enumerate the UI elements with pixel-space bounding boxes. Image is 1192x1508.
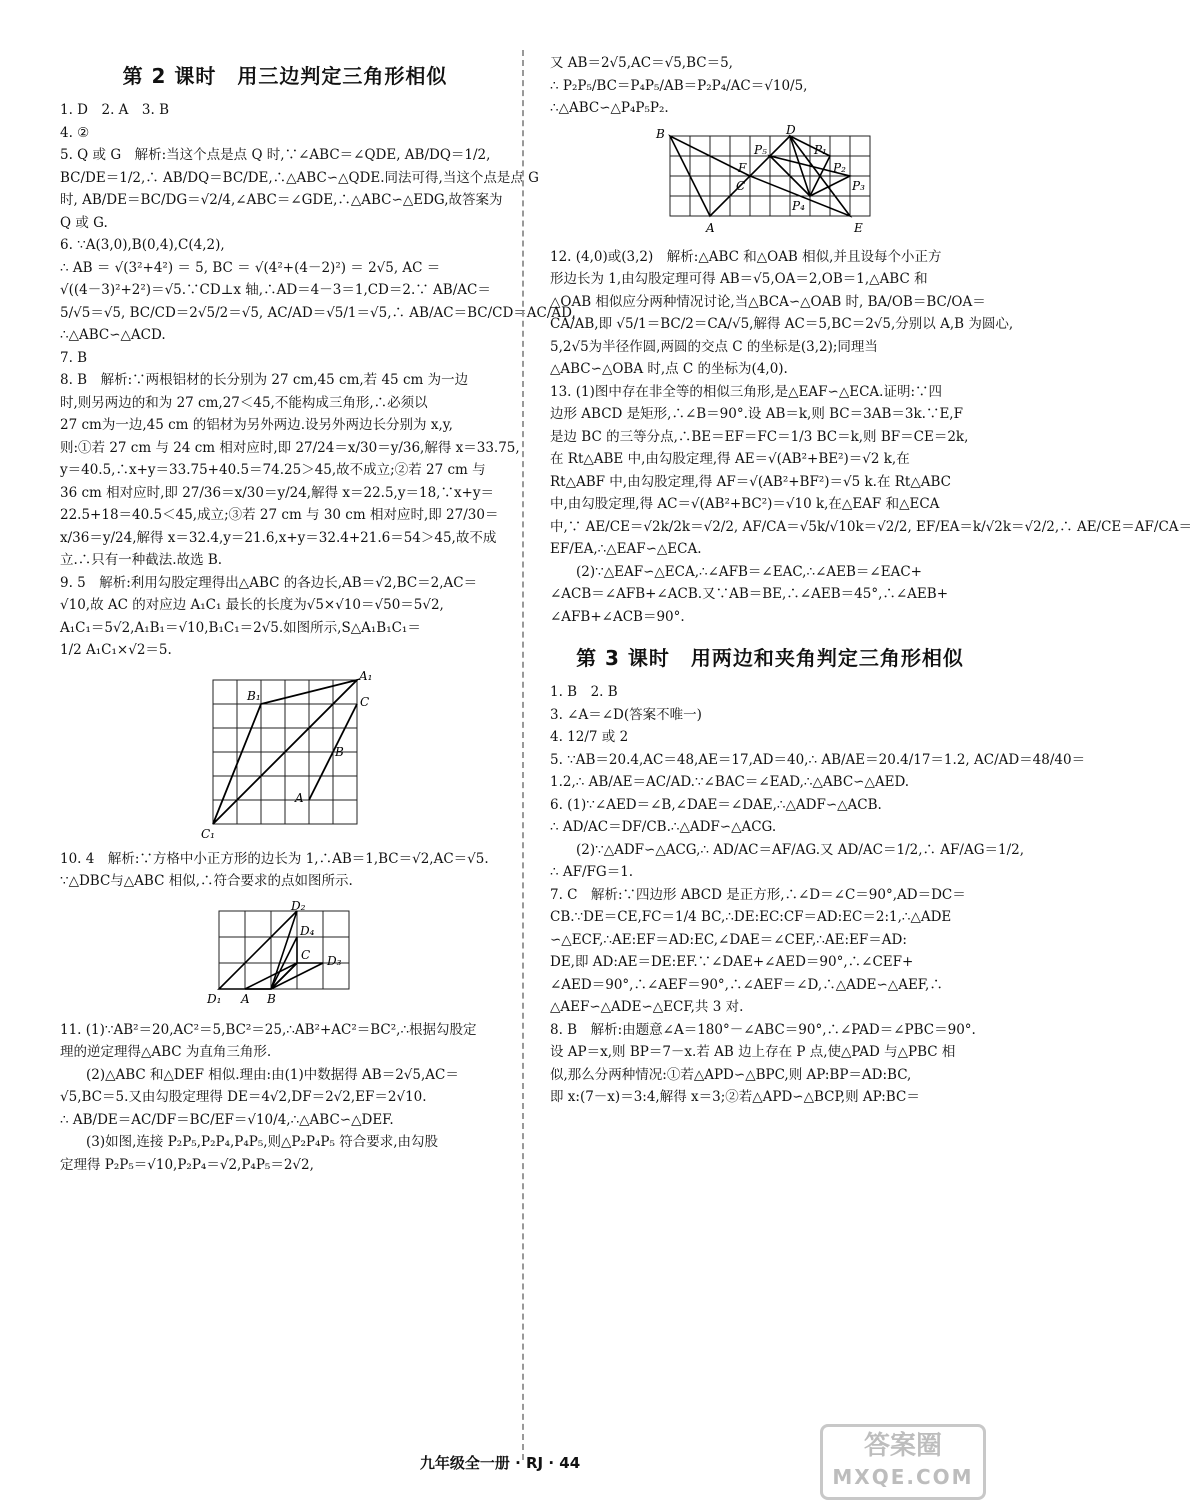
answer-line: BC/DE＝1/2,∴ AB/DQ＝BC/DE,∴△ABC∽△QDE.同法可得,当这个点是点 G [60,169,539,186]
answer-line: 边形 ABCD 是矩形,∴∠B＝90°.设 AB＝k,则 BC＝3AB＝3k.∵E,F [550,406,963,422]
page-footer: 九年级全一册 · RJ · 44 [419,1454,581,1472]
answer-line: (2)△ABC 和△DEF 相似.理由:由(1)中数据得 AB＝2√5,AC＝ [86,1066,459,1083]
fig11-label-b: B [656,126,665,141]
answer-line: ∴ AF/FG＝1. [550,864,634,880]
answer-line: 时, AB/DE＝BC/DG＝√2/4,∠ABC＝∠GDE,∴△ABC∽△EDG,故答案为 [60,192,503,208]
answer-line: 36 cm 相对应时,即 27/36＝x/30＝y/24,解得 x＝22.5,y＝18,∵x+y＝ [60,484,494,501]
fig11-label-a: A [706,220,715,235]
fig10-label-d1: D₁ [207,991,222,1006]
answer-line: 是边 BC 的三等分点,∴BE＝EF＝FC＝1/3 BC＝k,则 BF＝CE＝2k, [550,428,969,445]
answer-line: 5. Q 或 G 解析:当这个点是点 Q 时,∵∠ABC＝∠QDE, AB/DQ＝1/2, [60,147,491,163]
left-answers-2 [60,848,510,893]
fig10-label-d2: D₂ [291,898,306,913]
answer-line: 中,∵ AE/CE＝√2k/2k＝√2/2, AF/CA＝√5k/√10k＝√2/2, EF/EA＝k/√2k＝√2/2,∴ AE/CE＝AF/CA＝ [550,518,1192,535]
left-answers-3 [60,1019,510,1177]
fig11-label-p5: P₅ [754,142,767,157]
fig9-label-c1: C₁ [201,826,215,841]
answer-line: 7. B [60,349,88,366]
answer-line: 1.2,∴ AB/AE＝AC/AD.∵∠BAC＝∠EAD,∴△ABC∽△AED. [550,774,910,790]
answer-line: ∴△ABC∽△P₄P₅P₂. [550,100,669,116]
figure-problem-11 [650,122,890,238]
answer-line: 9. 5 解析:利用勾股定理得出△ABC 的各边长,AB＝√2,BC＝2,AC＝ [60,574,478,591]
fig10-label-a: A [241,991,250,1006]
answer-line: ∠ACB＝∠AFB+∠ACB.又∵AB＝BE,∴∠AEB＝45°,∴∠AEB+ [550,586,949,602]
answer-line: 5/√5＝√5, BC/CD＝2√5/2＝√5, AC/AD＝√5/1＝√5,∴ AB/AC＝BC/CD＝AC/AD, [60,304,576,321]
answer-line: x/36＝y/24,解得 x＝32.4,y＝21.6,x+y＝32.4+21.6＝54＞45,故不成 [60,529,497,546]
answer-line: A₁C₁＝5√2,A₁B₁＝√10,B₁C₁＝2√5.如图所示,S△A₁B₁C₁＝ [60,619,421,636]
lesson-2-title: 第 2 课时 用三边判定三角形相似 [122,64,448,88]
answer-line: ∴ AD/AC＝DF/CB.∴△ADF∽△ACG. [550,819,777,835]
answer-line: Q 或 G. [60,214,108,231]
fig11-label-e: E [854,220,863,235]
fig10-label-c: C [301,947,311,962]
fig10-label-d4: D₄ [300,923,315,938]
fig9-label-b1: B₁ [247,688,261,703]
answer-line: ∴ AB ＝ √(3²+4²) ＝ 5, BC ＝ √(4²+(4－2)²) ＝ 2√5, AC ＝ [60,259,441,276]
fig9-label-a1: A₁ [359,668,373,683]
answer-line: DE,即 AD:AE＝DE:EF.∵∠DAE+∠AED＝90°,∴∠CEF+ [550,954,914,970]
answer-line: √10,故 AC 的对应边 A₁C₁ 最长的长度为√5×√10＝√50＝5√2, [60,597,444,613]
right-column [550,52,1192,1448]
answer-line: Rt△ABF 中,由勾股定理,得 AF＝√(AB²+BF²)＝√5 k.在 Rt△ABC [550,473,951,490]
fig11-label-c: C [736,178,746,193]
answer-line: 4. ② [60,124,90,141]
answer-line: 6. (1)∵∠AED＝∠B,∠DAE＝∠DAE,∴△ADF∽△ACB. [550,796,882,813]
fig11-label-p3: P₃ [852,178,865,193]
answer-line: 设 AP＝x,则 BP＝7－x.若 AB 边上存在 P 点,使△PAD 与△PBC 相 [550,1044,956,1060]
answer-line: 1. B 2. B [550,684,618,700]
answer-line: (2)∵△EAF∽△ECA,∴∠AFB＝∠EAC,∴∠AEB＝∠EAC+ [576,563,922,580]
answer-line: ∠AFB+∠ACB＝90°. [550,608,685,625]
lesson-3-title: 第 3 课时 用两边和夹角判定三角形相似 [576,646,964,670]
answer-line: 似,那么分两种情况:①若△APD∽△BPC,则 AP:BP＝AD:BC, [550,1066,912,1083]
answer-line: 则:①若 27 cm 与 24 cm 相对应时,即 27/24＝x/30＝y/36,解得 x＝33.75, [60,439,520,456]
fig10-label-b: B [267,991,276,1006]
answer-line: 时,则另两边的和为 27 cm,27＜45,不能构成三角形,∴必须以 [60,394,428,411]
answer-line: 3. ∠A＝∠D(答案不唯一) [550,706,702,723]
watermark-logo [820,1424,986,1500]
answer-line: 在 Rt△ABE 中,由勾股定理,得 AE＝√(AB²+BE²)＝√2 k,在 [550,451,910,467]
answer-line: 5,2√5为半径作圆,两圆的交点 C 的坐标是(3,2);同理当 [550,338,878,355]
right-answers-3 [550,681,1086,1109]
answer-line: ∴ AB/DE＝AC/DF＝BC/EF＝√10/4,∴△ABC∽△DEF. [60,1111,394,1128]
answer-line: 7. C 解析:∵四边形 ABCD 是正方形,∴∠D＝∠C＝90°,AD＝DC＝ [550,886,966,903]
answer-line: △OAB 相似应分两种情况讨论,当△BCA∽△OAB 时, BA/OB＝BC/OA＝ [550,293,986,310]
answer-line: 即 x:(7－x)＝3:4,解得 x＝3;②若△APD∽△BCP,则 AP:BC＝ [550,1089,920,1105]
answer-line: y＝40.5,∴x+y＝33.75+40.5＝74.25＞45,故不成立;②若 27 cm 与 [60,462,486,478]
answer-line: ∽△ECF,∴AE:EF＝AD:EC,∠DAE＝∠CEF,∴AE:EF＝AD: [550,931,907,948]
right-answers-2 [550,246,1192,629]
answer-line: 27 cm为一边,45 cm 的铝材为另外两边.设另外两边长分别为 x,y, [60,417,453,433]
answer-line: CB.∵DE＝CE,FC＝1/4 BC,∴DE:EC:CF＝AD:EC＝2:1,∴△ADE [550,909,952,925]
answer-line: ∴ P₂P₅/BC＝P₄P₅/AB＝P₂P₄/AC＝√10/5, [550,77,808,94]
answer-line: ∠AED＝90°,∴∠AEF＝90°,∴∠AEF＝∠D,∴△ADE∽△AEF,∴ [550,976,943,993]
answer-line: 10. 4 解析:∵方格中小正方形的边长为 1,∴AB＝1,BC＝√2,AC＝√5. [60,850,489,867]
fig11-label-d: D [786,122,796,137]
answer-line: √5,BC＝5.又由勾股定理得 DE＝4√2,DF＝2√2,EF＝2√10. [60,1089,427,1105]
answer-line: 8. B 解析:由题意∠A＝180°－∠ABC＝90°,∴∠PAD＝∠PBC＝90°. [550,1021,976,1038]
answer-line: 理的逆定理得△ABC 为直角三角形. [60,1044,272,1060]
fig11-label-p4: P₄ [792,198,805,213]
answer-line: ∵△DBC与△ABC 相似,∴符合要求的点如图所示. [60,873,353,889]
answer-line: √((4－3)²+2²)＝√5.∵CD⊥x 轴,∴AD＝4－3＝1,CD＝2.∵ AB/AC＝ [60,282,491,298]
answer-line: 6. ∵A(3,0),B(0,4),C(4,2), [60,237,225,253]
right-answers-1 [550,52,990,120]
fig9-label-a: A [295,790,304,805]
answer-line: 形边长为 1,由勾股定理可得 AB＝√5,OA＝2,OB＝1,△ABC 和 [550,271,928,287]
watermark-top: 答案圈 [863,1431,942,1461]
answer-line: 11. (1)∵AB²＝20,AC²＝5,BC²＝25,∴AB²+AC²＝BC²,∴根据勾股定 [60,1021,477,1038]
watermark-bottom: MXQE.COM [832,1465,974,1489]
column-divider [522,50,524,1460]
answer-line: 1/2 A₁C₁×√2＝5. [60,642,172,658]
answer-line: △AEF∽△ADE∽△ECF,共 3 对. [550,999,744,1015]
answer-line: 12. (4,0)或(3,2) 解析:△ABC 和△OAB 相似,并且设每个小正方 [550,248,942,265]
answer-line: (2)∵△ADF∽△ACG,∴ AD/AC＝AF/AG.又 AD/AC＝1/2,∴ AF/AG＝1/2, [576,841,1025,858]
answer-line: 1. D 2. A 3. B [60,102,170,118]
left-answers-1 [60,99,576,662]
fig11-label-f: F [738,160,747,175]
answer-line: 13. (1)图中存在非全等的相似三角形,是△EAF∽△ECA.证明:∵四 [550,383,942,400]
answer-line: 又 AB＝2√5,AC＝√5,BC＝5, [550,55,733,71]
answer-line: 5. ∵AB＝20.4,AC＝48,AE＝17,AD＝40,∴ AB/AE＝20.4/17＝1.2, AC/AD＝48/40＝ [550,751,1086,768]
answer-line: △ABC∽△OBA 时,点 C 的坐标为(4,0). [550,361,788,377]
answer-line: ∴△ABC∽△ACD. [60,327,166,343]
answer-line: 22.5+18＝40.5＜45,成立;③若 27 cm 与 30 cm 相对应时,即 27/30＝ [60,507,499,523]
answer-line: 立.∴只有一种截法.故选 B. [60,552,223,568]
fig9-label-b: B [335,744,344,759]
answer-line: 中,由勾股定理,得 AC＝√(AB²+BC²)＝√10 k,在△EAF 和△ECA [550,496,940,512]
answer-line: 定理得 P₂P₅＝√10,P₂P₄＝√2,P₄P₅＝2√2, [60,1156,314,1173]
answer-line: (3)如图,连接 P₂P₅,P₂P₄,P₄P₅,则△P₂P₄P₅ 符合要求,由勾股 [86,1134,439,1150]
figure-problem-10 [205,898,365,1011]
answer-line: EF/EA,∴△EAF∽△ECA. [550,541,702,557]
fig10-label-d3: D₃ [327,953,342,968]
left-column [60,52,576,1448]
fig9-label-c: C [360,694,370,709]
answer-line: CA/AB,即 √5/1＝BC/2＝CA/√5,解得 AC＝5,BC＝2√5,分别以 A,B 为圆心, [550,316,1014,332]
fig11-label-p2: P₂ [833,160,846,175]
answer-line: 8. B 解析:∵两根铝材的长分别为 27 cm,45 cm,若 45 cm 为一边 [60,372,469,388]
figure-problem-9 [195,670,375,840]
answer-line: 4. 12/7 或 2 [550,729,629,745]
fig11-label-p1: P₁ [814,142,827,157]
